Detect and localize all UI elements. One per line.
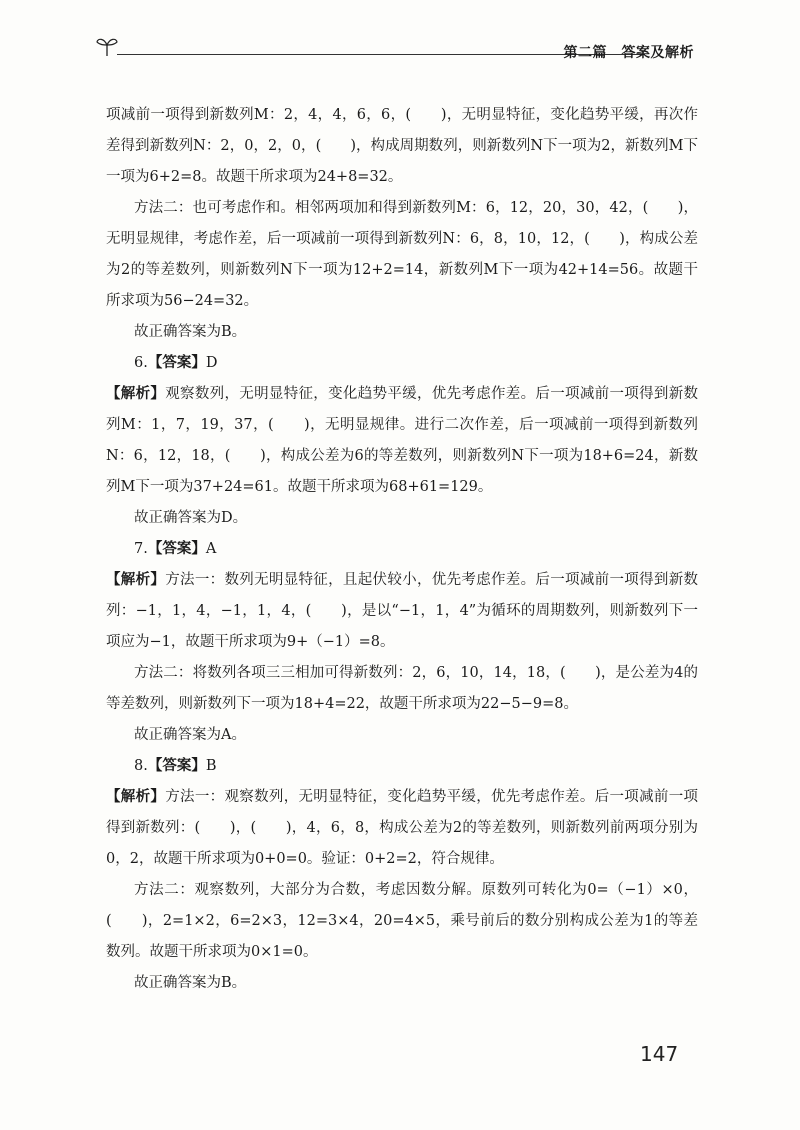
answer-value: B [205,758,217,774]
page-header [95,34,700,64]
analysis-label: 【解析】 [106,386,166,402]
analysis-8 [106,782,698,875]
page-number: 147 [640,1042,679,1066]
question-number: 7. [134,541,148,557]
sprout-icon [95,34,119,58]
paragraph: 方法二：也可考虑作和。相邻两项加和得到新数列M：6，12，20，30，42，( )，无明显规律，考虑作差，后一项减前一项得到新数列N：6，8，10，12，( )，构成公差为2的等差数列，则新数列N下一项为12+2=14，新数列M下一项为42+14=56。故题干所求项为56−24=32。 [106,200,698,309]
analysis-text: 观察数列，无明显特征，变化趋势平缓，优先考虑作差。后一项减前一项得到新数列M：1，7，19，37，( )，无明显规律。进行二次作差，后一项减前一项得到新数列N：6，12，18，( )，构成公差为6的等差数列，则新数列N下一项为18+6=24，新数列M下一项为37+24=61。故题干所求项为68+61=129。 [106,386,699,495]
analysis-text: 方法一：观察数列，无明显特征，变化趋势平缓，优先考虑作差。后一项减前一项得到新数列：( )，( )，4，6，8，构成公差为2的等差数列，则新数列前两项分别为0，2，故题干所求项为0+0=0。验证：0+2=2，符合规律。 [106,789,699,867]
analysis-label: 【解析】 [106,789,166,805]
conclusion-6: 故正确答案为D。 [134,510,248,526]
method2-7: 方法二：将数列各项三三相加可得新数列：2，6，10，14，18，( )，是公差为4的等差数列，则新数列下一项为18+4=22，故题干所求项为22−5−9=8。 [106,665,698,712]
analysis-label: 【解析】 [106,572,166,588]
paragraph: 项减前一项得到新数列M：2，4，4，6，6，( )，无明显特征，变化趋势平缓，再次作差得到新数列N：2，0，2，0，( )，构成周期数列，则新数列N下一项为2，新数列M下一项为6+2=8。故题干所求项为24+8=32。 [106,107,698,185]
analysis-7 [106,565,698,658]
answer-line-8 [106,751,698,782]
conclusion-7: 故正确答案为A。 [134,727,246,743]
answer-line-6 [106,348,698,379]
answer-value: A [205,541,217,557]
page-content [106,100,698,999]
conclusion-8: 故正确答案为B。 [134,975,247,991]
answer-value: D [205,355,218,371]
question-number: 6. [134,355,148,371]
answer-line-7 [106,534,698,565]
analysis-text: 方法一：数列无明显特征，且起伏较小，优先考虑作差。后一项减前一项得到新数列：−1，1，4，−1，1，4，( )，是以“−1，1，4”为循环的周期数列，则新数列下一项应为−1，故题干所求项为9+（−1）=8。 [106,572,699,650]
analysis-6 [106,379,698,503]
section-title: 第二篇 答案及解析 [563,45,694,61]
answer-label: 【答案】 [147,758,206,774]
question-number: 8. [134,758,148,774]
method2-8: 方法二：观察数列，大部分为合数，考虑因数分解。原数列可转化为0=（−1）×0，( )，2=1×2，6=2×3，12=3×4，20=4×5，乘号前后的数分别构成公差为1的等差数列。故题干所求项为0×1=0。 [106,882,698,960]
answer-label: 【答案】 [147,541,206,557]
paragraph: 故正确答案为B。 [134,324,247,340]
answer-label: 【答案】 [147,355,206,371]
